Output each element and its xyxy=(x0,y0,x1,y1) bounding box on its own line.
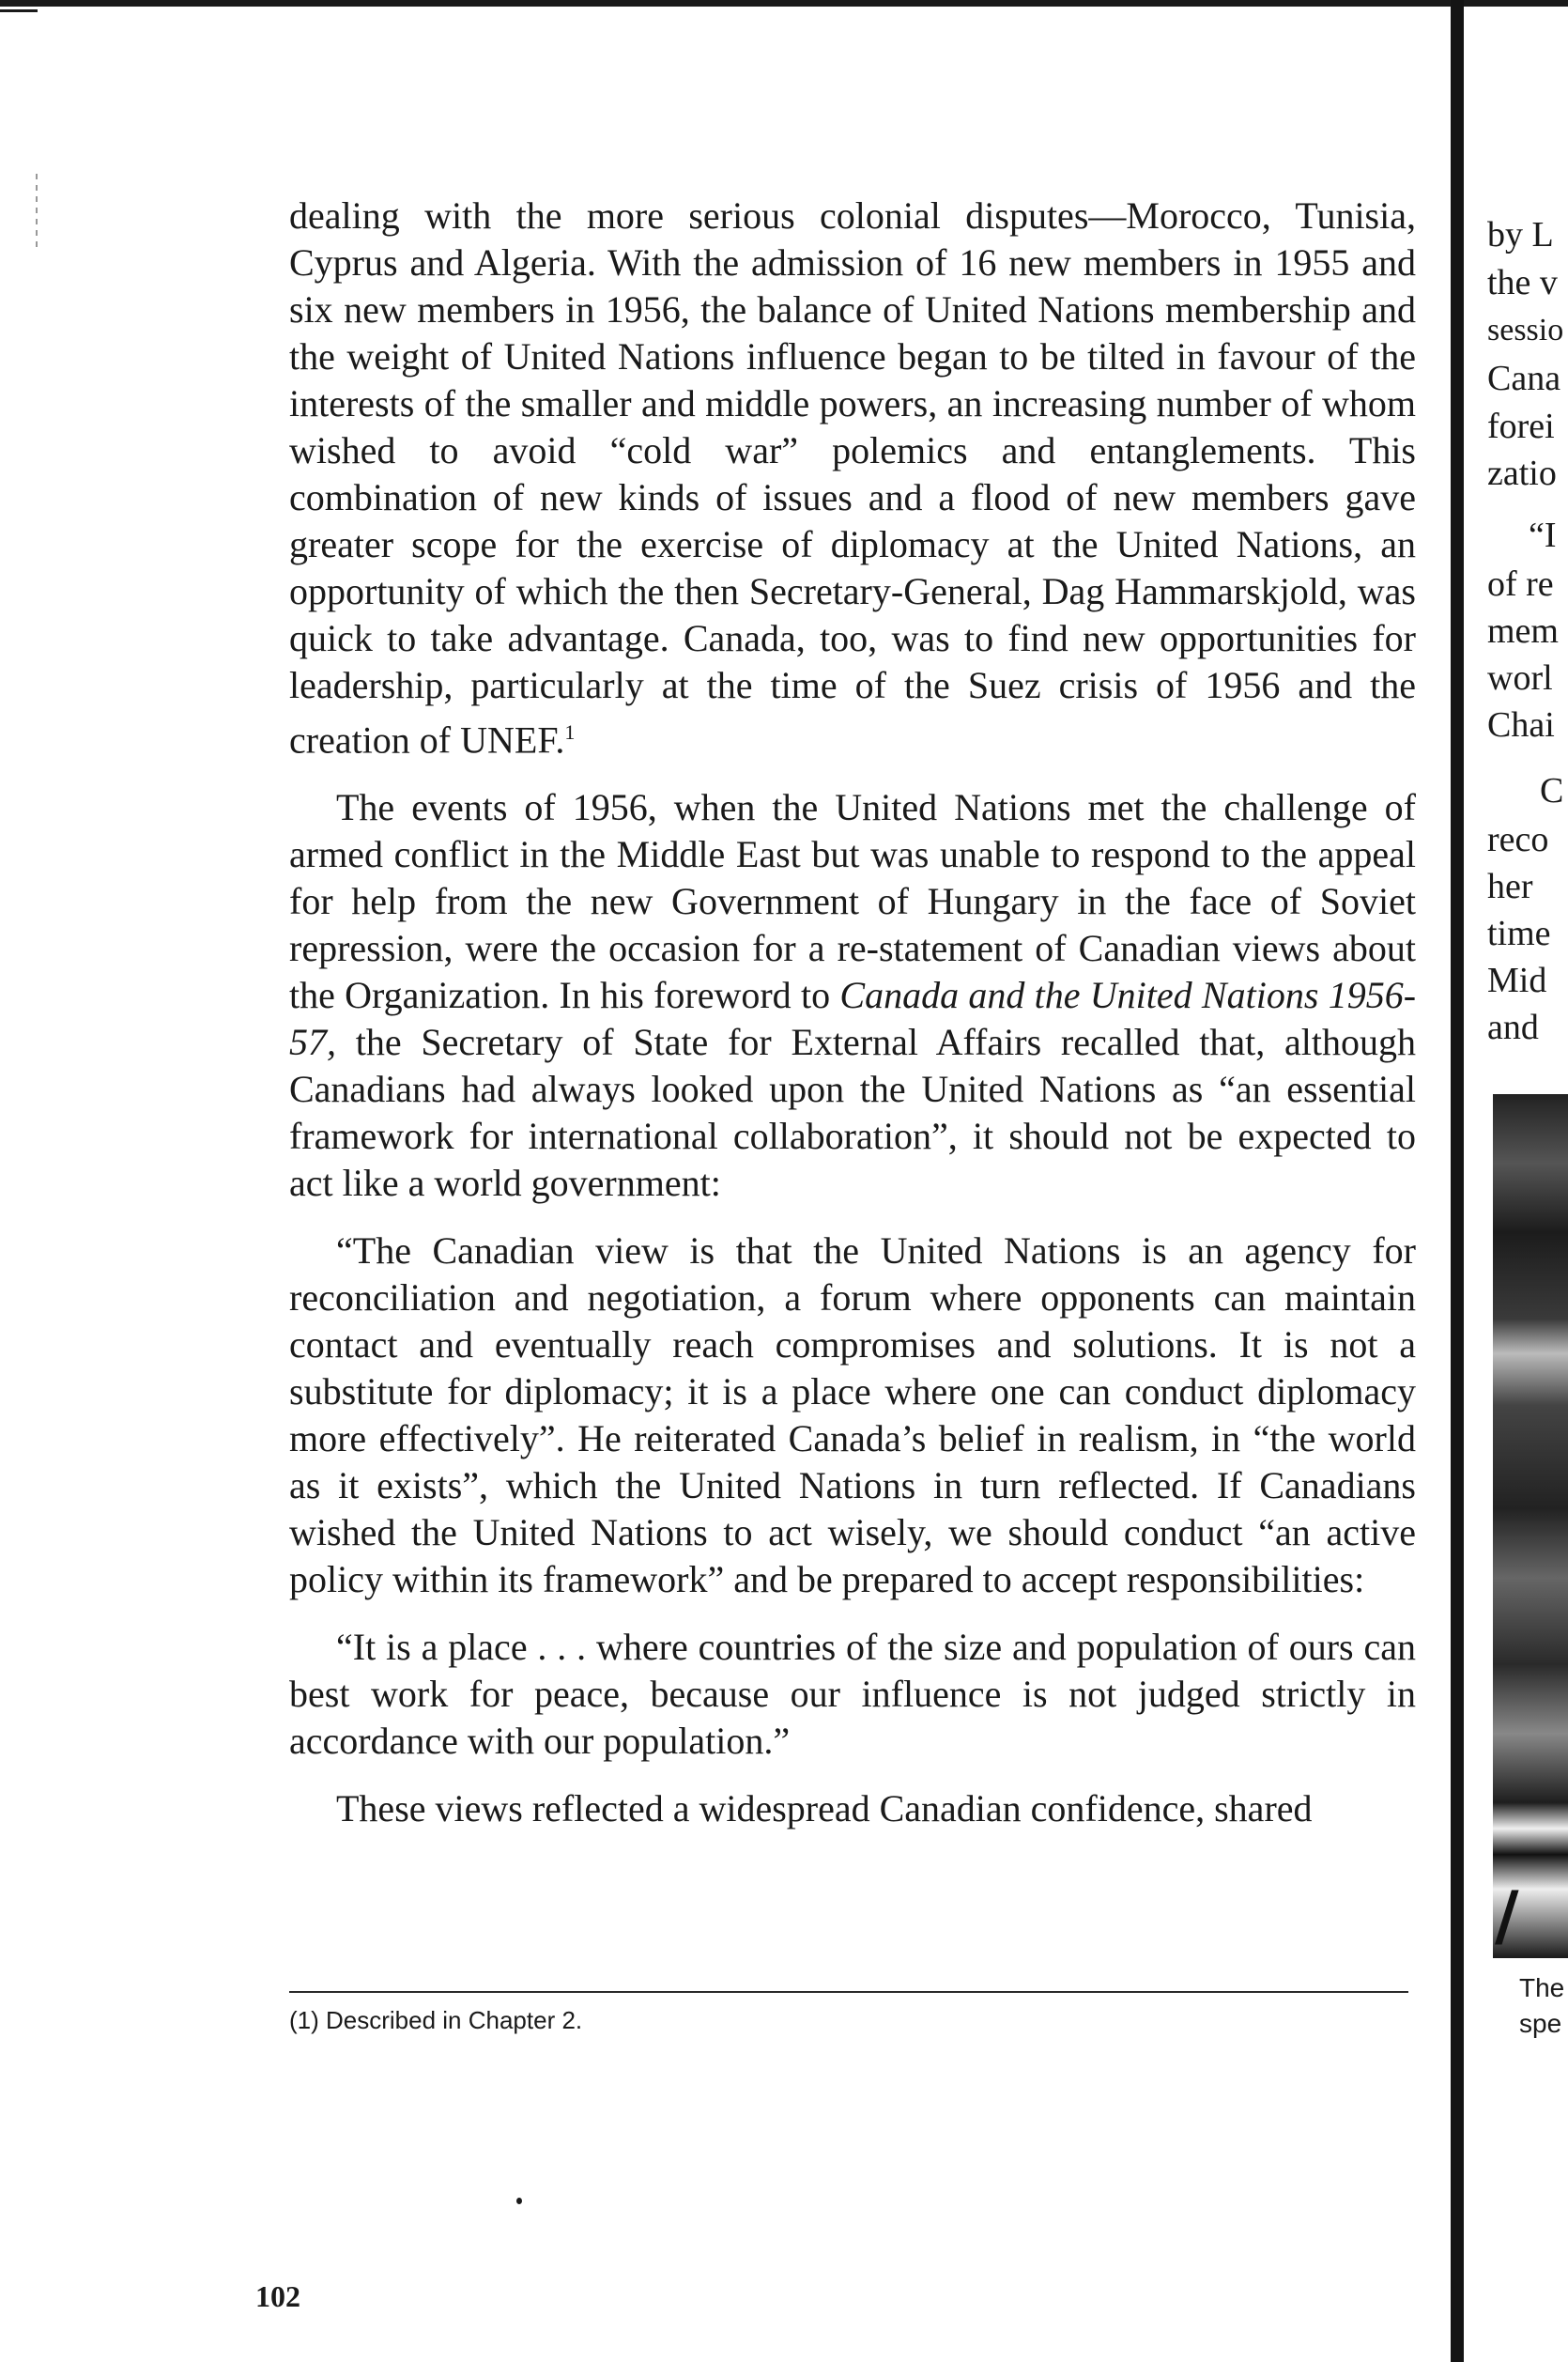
photo-caption-line: The xyxy=(1519,1973,1565,2002)
facing-line: her xyxy=(1487,867,1533,906)
scan-speck xyxy=(516,2198,522,2204)
facing-line: “I xyxy=(1529,516,1557,555)
paragraph-4-quote xyxy=(289,1624,1416,1765)
footnote: (1) Described in Chapter 2. xyxy=(289,2006,583,2034)
facing-page-photo xyxy=(1493,1094,1568,1958)
facing-line: Mid xyxy=(1487,961,1547,1000)
facing-line: time xyxy=(1487,914,1551,953)
facing-line: C xyxy=(1540,771,1564,810)
page-number: 102 xyxy=(255,2279,300,2313)
corner-scan-mark xyxy=(0,0,38,12)
facing-line: and xyxy=(1487,1008,1539,1047)
facing-line: the v xyxy=(1487,263,1558,302)
margin-scan-ticks xyxy=(36,174,38,249)
facing-line: mem xyxy=(1487,611,1559,651)
paragraph-3-text: “The Canadian view is that the United Nations is an agency for reconciliation and negotiation, a forum where opponents can maintain contact and eventually reach compromises and solutions. It is not a substitute for diplomacy; it is a place where one can conduct diplomacy more effectively”. He reiterated Canada’s belief in realism, in “the world as it exists”, which the United Nations in turn reflected. If Canadians wished the United Nations to act wisely, we should conduct “an active policy within its framework” and be prepared to accept responsibilities: xyxy=(289,1229,1416,1601)
paragraph-2-text-start: The events of 1956, when the United Nations met the challenge of armed conflict in the Middle East but was unable to respond to the appeal for help from the new Government of Hungary in the face of Soviet repression, were the occasion for a re-statement of Canadian views about the Organization. In his foreword to xyxy=(289,786,1416,1017)
facing-line: by L xyxy=(1487,215,1554,255)
paragraph-2-text-end: the Secretary of State for External Affairs recalled that, although Canadians had always looked upon the United Nations as “an essential framework for international collaboration”, it should not be expected to act like a world government: xyxy=(289,1021,1416,1205)
footnote-divider xyxy=(289,1991,1408,1993)
photo-fragment-mark: / xyxy=(1495,1877,1519,1954)
facing-line: Cana xyxy=(1487,359,1561,398)
paragraph-5 xyxy=(289,1785,1416,1832)
paragraph-3-quote xyxy=(289,1227,1416,1603)
facing-line: worl xyxy=(1487,658,1553,698)
facing-line: of re xyxy=(1487,564,1554,604)
facing-line: zatio xyxy=(1487,454,1557,493)
footnote-marker: 1 xyxy=(564,720,576,744)
paragraph-2 xyxy=(289,784,1416,1207)
photo-caption-line: spe xyxy=(1519,2009,1562,2038)
publication-title: Canada and the United Nations 1956-57, xyxy=(289,974,1417,1064)
paragraph-1 xyxy=(289,193,1416,764)
facing-line: reco xyxy=(1487,820,1549,859)
facing-line: forei xyxy=(1487,407,1555,446)
paragraph-5-text: These views reflected a widespread Canadian confidence, shared xyxy=(336,1787,1313,1830)
facing-line: sessio xyxy=(1487,313,1564,347)
book-gutter xyxy=(1451,0,1464,2362)
main-text-column xyxy=(289,193,1416,1832)
facing-line: Chai xyxy=(1487,705,1555,745)
top-scan-rule xyxy=(0,0,1568,7)
paragraph-1-text: dealing with the more serious colonial disputes—Morocco, Tunisia, Cyprus and Algeria. With the admission of 16 new members in 1955 and six new members in 1956, the balance of United Nations membership and the weight of United Nations influence began to be tilted in favour of the interests of the smaller and middle powers, an increasing number of whom wished to avoid “cold war” polemics and entanglements. This combination of new kinds of issues and a flood of new members gave greater scope for the exercise of diplomacy at the United Nations, an opportunity of which the then Secretary-General, Dag Hammarskjold, was quick to take advantage. Canada, too, was to find new opportunities for leadership, particularly at the time of the Suez crisis of 1956 and the creation of UNEF. xyxy=(289,194,1416,762)
paragraph-4-text: “It is a place . . . where countries of the size and population of ours can best work for peace, because our influence is not judged strictly in accordance with our population.” xyxy=(289,1626,1416,1763)
